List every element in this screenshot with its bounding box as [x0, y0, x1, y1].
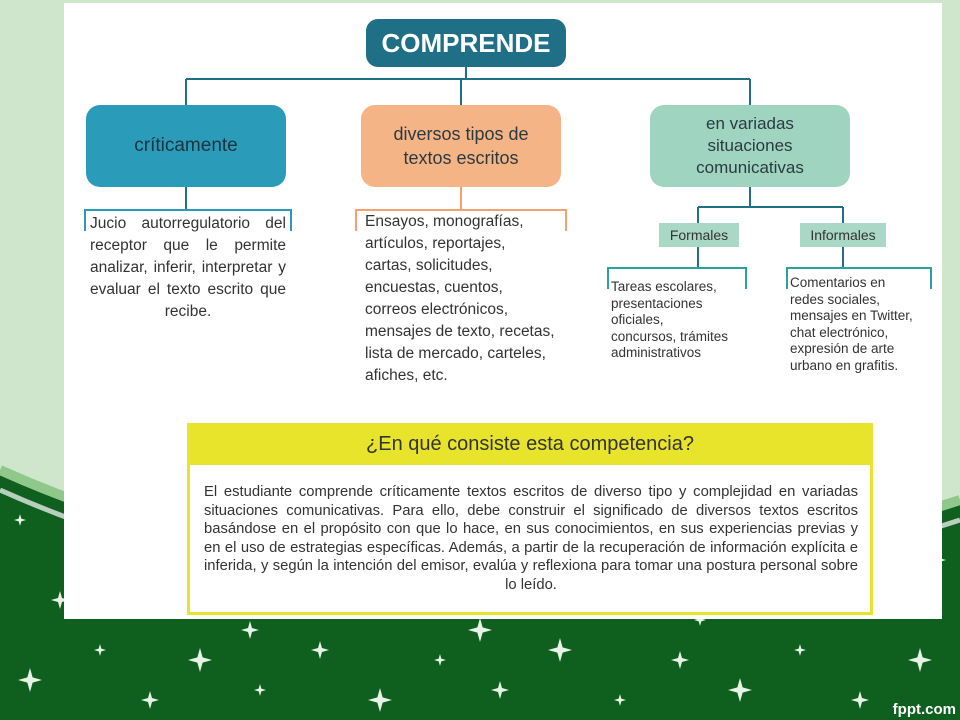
informales-example-line: urbano en grafitis.: [790, 357, 899, 373]
sub-formales: Formales: [659, 223, 739, 247]
sub-informales: Informales: [800, 223, 886, 247]
branch-situaciones-label-line: situaciones: [707, 136, 793, 155]
formales-example-line: administrativos: [611, 345, 702, 360]
tipos-example-line: Ensayos, monografías,: [365, 213, 524, 230]
tipos-example-line: correos electrónicos,: [365, 301, 509, 318]
tipos-example-line: afiches, etc.: [365, 367, 448, 384]
tipos-example-line: lista de mercado, carteles,: [365, 345, 546, 362]
criticamente-description: Jucio autorregulatorio del receptor que le permite analizar, inferir, interpretar y evaluar el texto escrito que recibe.: [90, 215, 286, 320]
tipos-example-line: cartas, solicitudes,: [365, 257, 493, 274]
tipos-examples: [365, 211, 575, 387]
branch-tipos-label-line: diversos tipos de: [393, 124, 529, 144]
branch-situaciones-label-line: en variadas: [706, 114, 794, 133]
informales-example-line: Comentarios en: [790, 275, 886, 290]
question-title: ¿En qué consiste esta competencia?: [187, 423, 873, 465]
branch-criticamente-label: críticamente: [134, 135, 238, 156]
diagram-title: COMPRENDE: [366, 19, 566, 67]
formales-example-line: concursos, trámites: [611, 328, 729, 344]
question-body: El estudiante comprende críticamente textos escritos de diverso tipo y complejidad en variadas situaciones comunicativas. Para ello, debe construir el significado de diversos textos escritos basándose en el propósito con que lo hace, en sus conocimientos, en sus experiencias previas y en el uso de estrategias específicas. Además, a partir de la recuperación de información explícita e inferida, y según la intención del emisor, evalúa y reflexiona para tomar una postura personal sobre lo leído.: [187, 465, 873, 615]
branch-tipos-label-line: textos escritos: [403, 148, 519, 168]
tipos-example-line: encuestas, cuentos,: [365, 279, 503, 296]
tipos-example-line: artículos, reportajes,: [365, 235, 506, 252]
formales-example-line: presentaciones: [611, 295, 703, 311]
informales-example-line: redes sociales,: [790, 291, 881, 307]
formales-example-line: oficiales,: [611, 312, 664, 327]
formales-example-line: Tareas escolares,: [611, 279, 717, 294]
footer-logo: fppt.com: [892, 701, 956, 718]
informales-example-line: chat electrónico,: [790, 324, 889, 340]
tipos-example-line: mensajes de texto, recetas,: [365, 323, 555, 340]
slide-panel: [64, 3, 942, 619]
branch-criticamente: [86, 105, 286, 187]
informales-examples: [790, 275, 940, 374]
branch-situaciones-label-line: comunicativas: [696, 158, 804, 177]
branch-situaciones: [650, 105, 850, 187]
informales-example-line: mensajes en Twitter,: [790, 308, 913, 323]
formales-examples: [611, 279, 761, 362]
informales-example-line: expresión de arte: [790, 341, 895, 356]
branch-tipos-textos: [361, 105, 561, 187]
